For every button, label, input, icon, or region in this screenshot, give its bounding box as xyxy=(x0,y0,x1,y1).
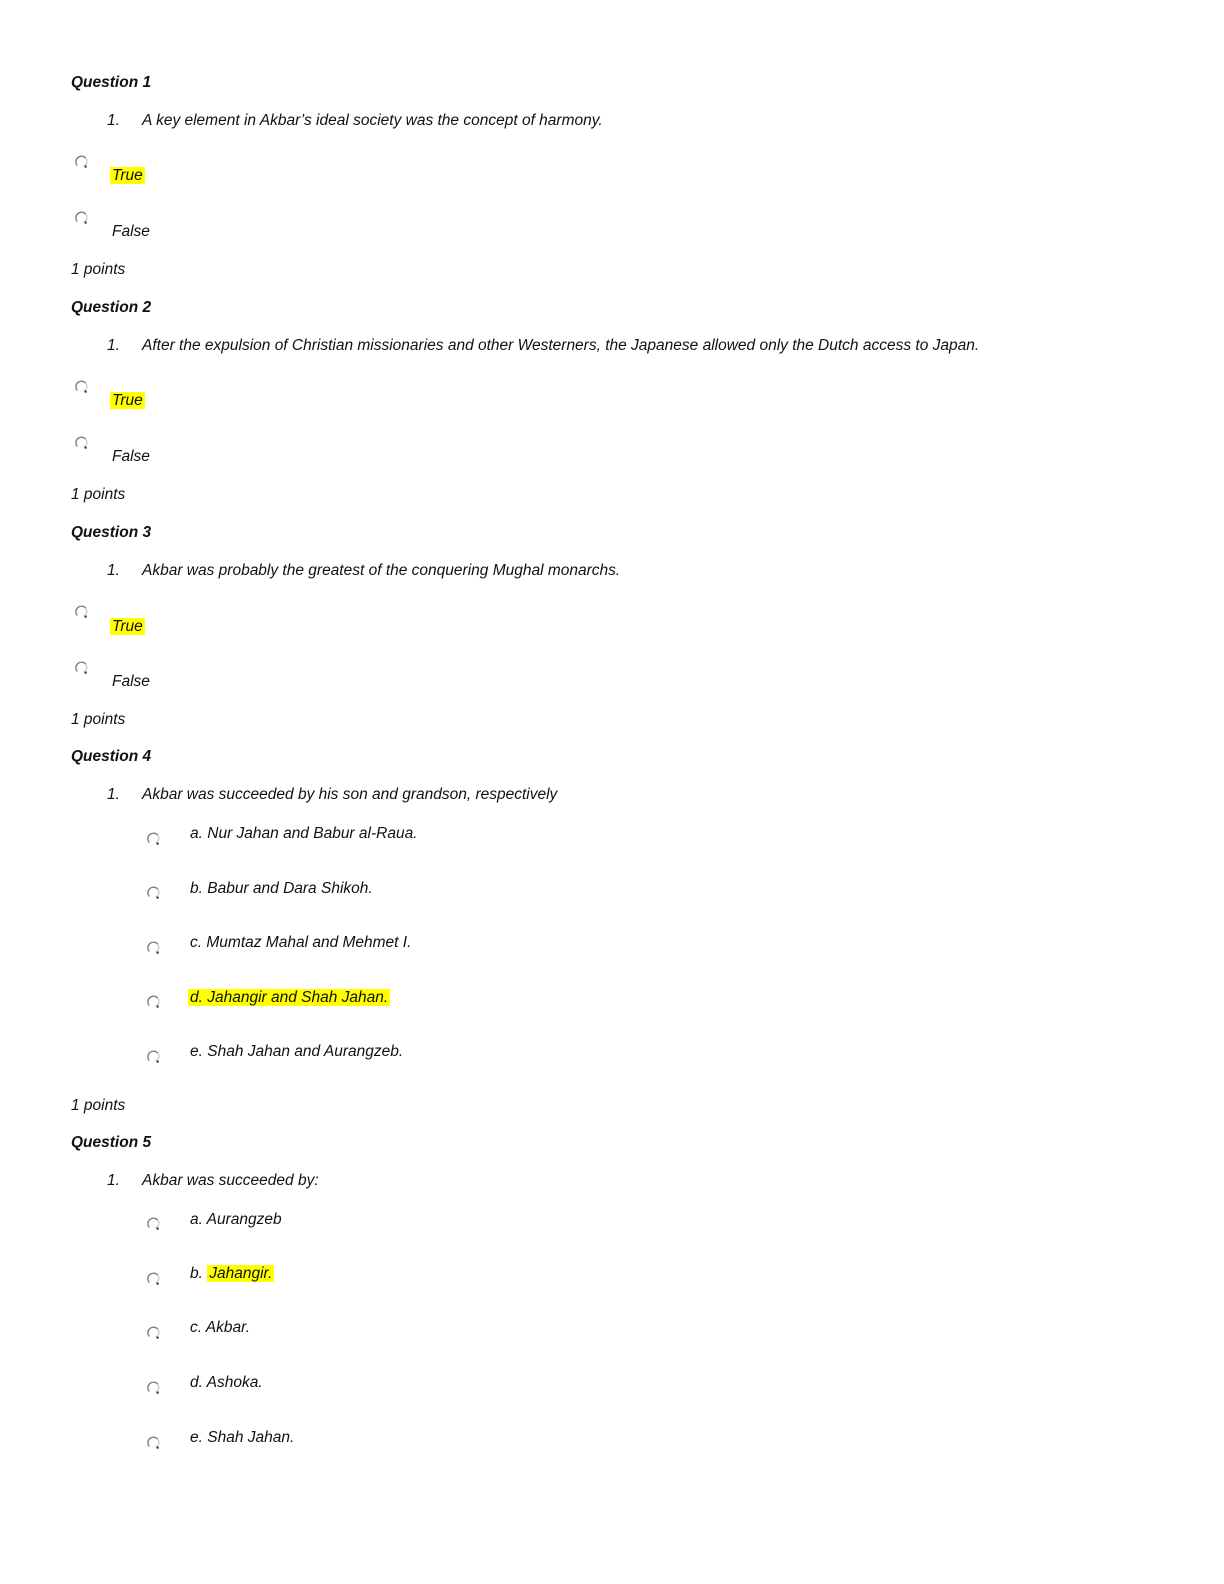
option-text: Shah Jahan and Aurangzeb. xyxy=(207,1043,404,1060)
option-row xyxy=(190,824,418,844)
question-title: Question 1 xyxy=(71,74,152,91)
question-number: 1. xyxy=(107,786,120,803)
question-number: 1. xyxy=(107,562,120,579)
option-false-label: False xyxy=(112,223,150,240)
radio-button[interactable] xyxy=(147,1381,160,1394)
option-row xyxy=(190,1318,250,1338)
radio-circle-icon xyxy=(75,436,88,449)
radio-circle-icon xyxy=(147,1436,160,1449)
radio-button[interactable] xyxy=(75,155,88,168)
option-row xyxy=(190,879,373,899)
option-letter: b. xyxy=(190,1265,203,1282)
option-true-label: True xyxy=(112,392,143,409)
option-row xyxy=(190,1042,403,1062)
radio-button[interactable] xyxy=(147,1217,160,1230)
points-label: 1 points xyxy=(71,486,126,503)
option-letter: b. xyxy=(190,880,203,897)
option-true-label: True xyxy=(112,167,143,184)
option-text: Jahangir and Shah Jahan. xyxy=(207,989,389,1006)
option-true-label: True xyxy=(112,618,143,635)
question-number: 1. xyxy=(107,337,120,354)
option-text: Akbar. xyxy=(205,1319,251,1336)
radio-circle-icon xyxy=(147,1326,160,1339)
radio-circle-icon xyxy=(147,1050,160,1063)
radio-button[interactable] xyxy=(147,941,160,954)
question-text: A key element in Akbar’s ideal society was the concept of harmony. xyxy=(142,112,603,129)
radio-circle-icon xyxy=(75,605,88,618)
question-text: Akbar was succeeded by his son and grandson, respectively xyxy=(142,786,558,803)
option-letter: a. xyxy=(190,1211,203,1228)
option-text: Ashoka. xyxy=(206,1374,263,1391)
option-row xyxy=(190,1373,263,1393)
option-row xyxy=(190,1264,274,1284)
radio-circle-icon xyxy=(75,380,88,393)
radio-circle-icon xyxy=(147,995,160,1008)
option-text: Babur and Dara Shikoh. xyxy=(207,880,373,897)
option-letter: d. xyxy=(190,1374,203,1391)
radio-button[interactable] xyxy=(75,380,88,393)
option-row-highlighted xyxy=(188,989,390,1006)
option-text: Nur Jahan and Babur al-Raua. xyxy=(207,825,418,842)
question-number: 1. xyxy=(107,112,120,129)
question-title: Question 4 xyxy=(71,748,152,765)
radio-button[interactable] xyxy=(75,661,88,674)
question-text: After the expulsion of Christian missionaries and other Westerners, the Japanese allowed only the Dutch access to Japan. xyxy=(142,337,980,354)
radio-button[interactable] xyxy=(75,211,88,224)
option-row xyxy=(190,933,411,953)
radio-button[interactable] xyxy=(147,1326,160,1339)
option-text-highlighted: Jahangir. xyxy=(209,1265,273,1282)
question-title: Question 2 xyxy=(71,299,152,316)
radio-circle-icon xyxy=(75,211,88,224)
option-text: Aurangzeb xyxy=(206,1211,282,1228)
points-label: 1 points xyxy=(71,1097,126,1114)
option-text: Mumtaz Mahal and Mehmet I. xyxy=(206,934,412,951)
question-title: Question 5 xyxy=(71,1134,152,1151)
radio-button[interactable] xyxy=(147,886,160,899)
radio-button[interactable] xyxy=(75,605,88,618)
radio-circle-icon xyxy=(147,1217,160,1230)
option-letter: c. xyxy=(190,1319,203,1336)
radio-button[interactable] xyxy=(147,832,160,845)
option-letter: d. xyxy=(190,989,203,1006)
radio-circle-icon xyxy=(147,1381,160,1394)
radio-button[interactable] xyxy=(147,1436,160,1449)
option-letter: a. xyxy=(190,825,203,842)
question-text: Akbar was succeeded by: xyxy=(142,1172,319,1189)
option-letter: c. xyxy=(190,934,203,951)
points-label: 1 points xyxy=(71,711,126,728)
option-row xyxy=(190,1210,282,1230)
radio-circle-icon xyxy=(147,941,160,954)
radio-circle-icon xyxy=(75,155,88,168)
radio-button[interactable] xyxy=(147,1272,160,1285)
option-false-label: False xyxy=(112,448,150,465)
radio-button[interactable] xyxy=(147,995,160,1008)
radio-button[interactable] xyxy=(75,436,88,449)
question-title: Question 3 xyxy=(71,524,152,541)
option-false-label: False xyxy=(112,673,150,690)
radio-circle-icon xyxy=(147,886,160,899)
option-row xyxy=(190,1428,294,1448)
question-number: 1. xyxy=(107,1172,120,1189)
question-text: Akbar was probably the greatest of the conquering Mughal monarchs. xyxy=(142,562,621,579)
radio-circle-icon xyxy=(147,1272,160,1285)
radio-circle-icon xyxy=(147,832,160,845)
radio-button[interactable] xyxy=(147,1050,160,1063)
option-letter: e. xyxy=(190,1043,203,1060)
points-label: 1 points xyxy=(71,261,126,278)
radio-circle-icon xyxy=(75,661,88,674)
option-text: Shah Jahan. xyxy=(207,1429,295,1446)
option-letter: e. xyxy=(190,1429,203,1446)
